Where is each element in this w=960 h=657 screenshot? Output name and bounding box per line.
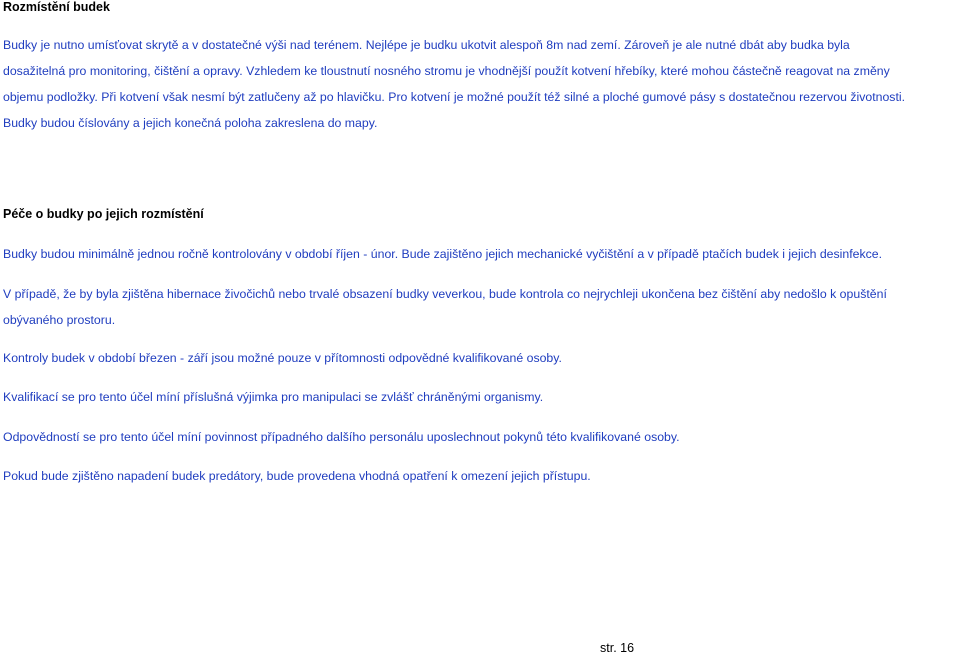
page-number: str. 16 — [600, 641, 635, 655]
paragraph-line: obývaného prostoru. — [3, 313, 116, 327]
paragraph-line: Kvalifikací se pro tento účel míní příslušná výjimka pro manipulaci se zvlášť chráněnými organismy. — [3, 390, 544, 404]
paragraph-line: Kontroly budek v období březen - září jsou možné pouze v přítomnosti odpovědné kvalifikované osoby. — [3, 351, 562, 365]
paragraph-line: Odpovědností se pro tento účel míní povinnost případného dalšího personálu uposlechnout pokynů této kvalifikované osoby. — [3, 430, 680, 444]
care-paragraph-1 — [3, 241, 957, 267]
care-paragraph-5 — [3, 424, 957, 450]
paragraph-line: V případě, že by byla zjištěna hibernace živočichů nebo trvalé obsazení budky veverkou, bude kontrola co nejrychleji ukončena bez čištění aby nedošlo k opuštění — [3, 287, 887, 301]
care-paragraph-4 — [3, 384, 957, 410]
section-heading-care: Péče o budky po jejich rozmístění — [3, 207, 204, 221]
paragraph-line: dosažitelná pro monitoring, čištění a opravy. Vzhledem ke tloustnutí nosného stromu je vhodnější použít kotvení hřebíky, které mohou částečně reagovat na změny — [3, 64, 890, 78]
care-paragraph-2 — [3, 281, 957, 333]
paragraph-line: Pokud bude zjištěno napadení budek predátory, bude provedena vhodná opatření k omezení jejich přístupu. — [3, 469, 591, 483]
care-paragraph-3 — [3, 345, 957, 371]
paragraph-line: Budky je nutno umísťovat skrytě a v dostatečné výši nad terénem. Nejlépe je budku ukotvit alespoň 8m nad zemí. Zároveň je ale nutné dbát aby budka byla — [3, 38, 850, 52]
care-paragraph-6 — [3, 463, 957, 489]
section-heading-placement: Rozmístění budek — [3, 0, 110, 14]
paragraph-line: objemu podložky. Při kotvení však nesmí být zatlučeny až po hlavičku. Pro kotvení je možné použít též silné a ploché gumové pásy s dostatečnou rezervou životnosti. — [3, 90, 906, 104]
placement-paragraph — [3, 32, 957, 136]
paragraph-line: Budky budou minimálně jednou ročně kontrolovány v období říjen - únor. Bude zajištěno jejich mechanické vyčištění a v případě ptačích budek i jejich desinfekce. — [3, 247, 883, 261]
paragraph-line: Budky budou číslovány a jejich konečná poloha zakreslena do mapy. — [3, 116, 378, 130]
